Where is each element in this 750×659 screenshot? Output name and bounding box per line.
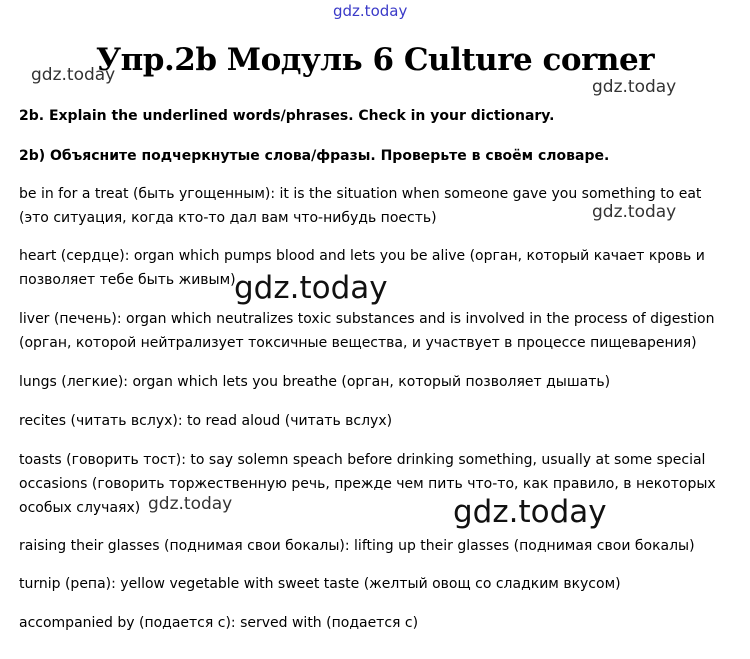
watermark-right: gdz.today xyxy=(592,77,677,97)
watermark-left: gdz.today xyxy=(31,65,116,85)
entry-turnip: turnip (репа): yellow vegetable with sweet taste (желтый овощ со сладким вкусом) xyxy=(19,576,621,592)
entry-accompanied-by: accompanied by (подается с): served with (подается с) xyxy=(19,615,419,631)
instruction-english: 2b. Explain the underlined words/phrases. Check in your dictionary. xyxy=(19,108,555,124)
entry-recites: recites (читать вслух): to read aloud (читать вслух) xyxy=(19,413,393,429)
entry-be-in-for-a-treat: be in for a treat (быть угощенным): it is the situation when someone gave you something to eat (это ситуация, когда кто-то дал вам что-нибудь поесть) xyxy=(19,186,702,226)
watermark-lower-left: gdz.today xyxy=(148,494,233,514)
entry-heart: heart (сердце): organ which pumps blood and lets you be alive (орган, который качает кровь и позволяет тебе быть живым) xyxy=(19,248,705,288)
watermark-lower-right: gdz.today xyxy=(453,494,607,530)
entry-lungs: lungs (легкие): organ which lets you breathe (орган, который позволяет дышать) xyxy=(19,374,611,390)
instruction-russian: 2b) Объясните подчеркнутые слова/фразы. Проверьте в своём словаре. xyxy=(19,148,610,164)
entry-liver: liver (печень): organ which neutralizes toxic substances and is involved in the process of digestion (орган, которой нейтрализует токсичные вещества, и участвует в процессе пищеварения) xyxy=(19,311,715,351)
entry-raising-their-glasses: raising their glasses (поднимая свои бокалы): lifting up their glasses (поднимая свои бокалы) xyxy=(19,538,695,554)
watermark-center: gdz.today xyxy=(234,270,388,306)
entry-toasts: toasts (говорить тост): to say solemn speach before drinking something, usually at some special occasions (говорить торжественную речь, прежде чем пить что-то, как правило, в некоторых особых случаях) xyxy=(19,452,716,516)
watermark-mid-right: gdz.today xyxy=(592,202,677,222)
watermark-top: gdz.today xyxy=(333,2,408,20)
page-title: Упр.2b Модуль 6 Culture corner xyxy=(95,42,655,78)
